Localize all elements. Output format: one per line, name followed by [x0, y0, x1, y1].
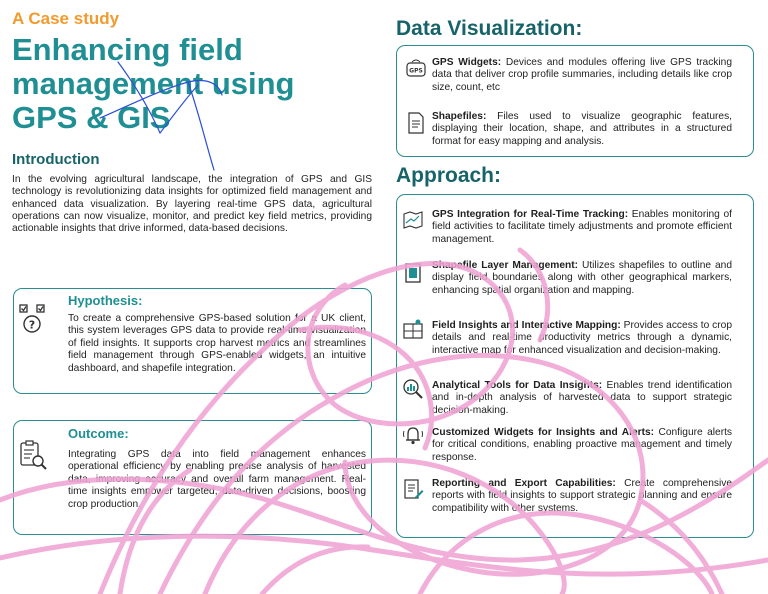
alarm-bell-icon	[402, 424, 424, 446]
field-map-icon	[402, 318, 424, 340]
hypothesis-text: To create a comprehensive GPS-based solution for a UK client, this system leverages GPS data to provide real-time visualization of field insights. It supports crop harvest metrics and streamlines field management through GPS-enabled widgets, an intuitive dashboard, and shapefile integration.	[68, 313, 366, 374]
map-tracking-icon	[402, 208, 424, 230]
approach-item-analytical-tools	[432, 380, 732, 417]
clipboard-search-icon	[19, 440, 47, 472]
page-title: Enhancing field management using GPS & GIS	[12, 32, 295, 135]
approach-item-gps-integration	[432, 209, 732, 246]
kicker-label: A Case study	[12, 9, 120, 28]
approach-item-title: Analytical Tools for Data Insights:	[432, 380, 603, 391]
dv-item-text: Devices and modules offering live GPS tracking data that deliver crop profile summaries, including details like crop size, count, etc	[432, 57, 733, 93]
approach-item-text: Enables trend identification and in-depth analysis of harvested data to support strategic decision-making.	[432, 380, 732, 416]
approach-item-text: Utilizes shapefiles to outline and display field boundaries along with other geographical markers, enhancing spatial organization and mapping.	[432, 260, 732, 296]
data-visualization-heading: Data Visualization:	[396, 17, 583, 40]
approach-item-title: Field Insights and Interactive Mapping:	[432, 320, 621, 331]
dv-item-gps-widgets	[432, 57, 732, 94]
dv-item-title: Shapefiles:	[432, 111, 487, 122]
magnifier-chart-icon	[402, 378, 424, 400]
introduction-heading: Introduction	[12, 151, 100, 168]
approach-item-title: Shapefile Layer Management:	[432, 260, 579, 271]
dv-item-shapefiles	[432, 111, 732, 148]
approach-item-text: Enables monitoring of field activities to facilitate timely adjustments and promote efficient management.	[432, 209, 732, 245]
approach-item-title: Customized Widgets for Insights and Alerts:	[432, 427, 655, 438]
outcome-heading: Outcome:	[68, 426, 129, 441]
layers-icon	[402, 262, 424, 284]
approach-item-reporting-export	[432, 478, 732, 515]
approach-item-shapefile-layer	[432, 260, 732, 297]
gps-icon-label: GPS	[409, 67, 423, 75]
approach-item-title: GPS Integration for Real-Time Tracking:	[432, 209, 629, 220]
approach-item-title: Reporting and Export Capabilities:	[432, 478, 616, 489]
gps-device-icon	[406, 58, 426, 80]
approach-item-text: Provides access to crop details and real-time productivity metrics through a dynamic, interactive map for enhanced visualization and decision-making.	[432, 320, 732, 356]
dv-item-text: Files used to visualize geographic features, displaying their location, shape, and attributes in a structured format for easy mapping and analysis.	[432, 111, 732, 147]
approach-item-text: Create comprehensive reports with field insights to support strategic planning and ensure compatibility with other systems.	[432, 478, 733, 514]
dv-item-title: GPS Widgets:	[432, 57, 502, 68]
svg-text:?: ?	[28, 318, 36, 332]
introduction-text: In the evolving agricultural landscape, the integration of GPS and GIS technology is revolutionizing data insights for optimized field management and enhanced data visualization. By layering real-time GPS data, agricultural operations can now visualize, monitor, and predict key field metrics, providing actionable insights that drive informed, data-based decisions.	[12, 174, 372, 235]
approach-heading: Approach:	[396, 164, 501, 187]
checklist-question-icon	[19, 303, 47, 335]
report-edit-icon	[402, 478, 424, 500]
approach-item-field-insights	[432, 320, 732, 357]
approach-item-customized-widgets	[432, 427, 732, 464]
outcome-text: Integrating GPS data into field management enhances operational efficiency by enabling precise analysis of harvested data, improving accuracy and overall farm management. Real-time insights empower targeted, data-driven decisions, boosting crop production.	[68, 449, 366, 510]
approach-item-text: Configure alerts for critical conditions, enabling proactive management and timely response.	[432, 427, 733, 463]
hypothesis-heading: Hypothesis:	[68, 293, 143, 308]
document-icon	[406, 112, 426, 134]
